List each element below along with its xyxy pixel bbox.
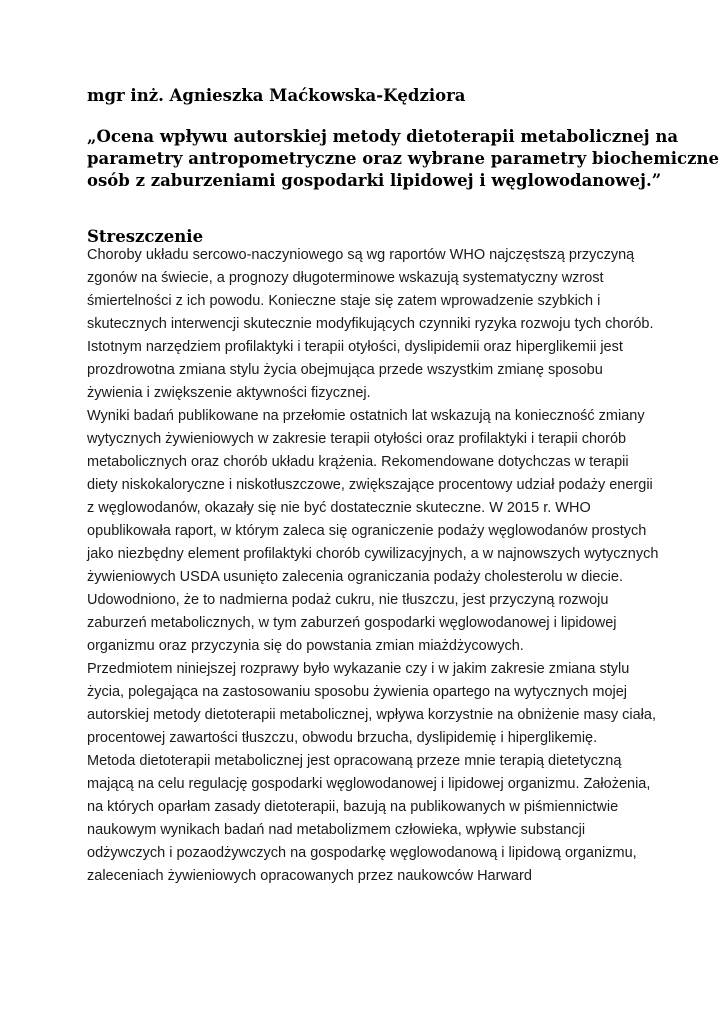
body-line: odżywczych i pozaodżywczych na gospodarkę węglowodanową i lipidową organizmu, (87, 845, 637, 861)
body-line: jako niezbędny element profilaktyki chorób cywilizacyjnych, a w najnowszych wytycznych (87, 546, 659, 562)
body-line: diety niskokaloryczne i niskotłuszczowe, zwiększające procentowy udział podaży energii (87, 477, 653, 493)
body-line: prozdrowotna zmiana stylu życia obejmująca przede wszystkim zmianę sposobu (87, 362, 603, 378)
body-line: na których oparłam zasady dietoterapii, bazują na publikowanych w piśmiennictwie (87, 799, 619, 815)
section-heading: Streszczenie (87, 227, 204, 246)
body-line: procentowej zawartości tłuszczu, obwodu brzucha, dyslipidemię i hiperglikemię. (87, 730, 598, 746)
body-line: życia, polegająca na zastosowaniu sposobu żywienia opartego na wytycznych mojej (87, 684, 628, 700)
body-line: mającą na celu regulację gospodarki węglowodanowej i lipidowej organizmu. Założenia, (87, 776, 651, 792)
title-line: osób z zaburzeniami gospodarki lipidowej i węglowodanowej.” (87, 171, 662, 190)
body-line: Przedmiotem niniejszej rozprawy było wykazanie czy i w jakim zakresie zmiana stylu (87, 661, 630, 677)
body-line: skutecznych interwencji skutecznie modyfikujących czynniki ryzyka rozwoju tych chorób. (87, 316, 654, 332)
body-line: żywienia i zwiększenie aktywności fizycznej. (87, 385, 371, 401)
body-line: Choroby układu sercowo-naczyniowego są wg raportów WHO najczęstszą przyczyną (87, 247, 635, 263)
body-line: zgonów na świecie, a prognozy długoterminowe wskazują systematyczny wzrost (87, 270, 604, 286)
body-line: zaburzeń metabolicznych, w tym zaburzeń gospodarki węglowodanowej i lipidowej (87, 615, 617, 631)
body-line: śmiertelności z ich powodu. Konieczne staje się zatem wprowadzenie szybkich i (87, 293, 601, 309)
body-line: Wyniki badań publikowane na przełomie ostatnich lat wskazują na konieczność zmiany (87, 408, 645, 424)
author-name: mgr inż. Agnieszka Maćkowska-Kędziora (87, 86, 466, 105)
body-line: żywieniowych USDA usunięto zalecenia ograniczania podaży cholesterolu w diecie. (87, 569, 623, 585)
body-line: metabolicznych oraz chorób układu krążenia. Rekomendowane dotychczas w terapii (87, 454, 629, 470)
title-line: „Ocena wpływu autorskiej metody dietoterapii metabolicznej na (87, 127, 679, 146)
body-line: organizmu oraz przyczynia się do powstania zmian miażdżycowych. (87, 638, 524, 654)
body-line: Metoda dietoterapii metabolicznej jest opracowaną przeze mnie terapią dietetyczną (87, 753, 622, 769)
body-line: Istotnym narzędziem profilaktyki i terapii otyłości, dyslipidemii oraz hiperglikemii jest (87, 339, 623, 355)
body-line: Udowodniono, że to nadmierna podaż cukru, nie tłuszczu, jest przyczyną rozwoju (87, 592, 609, 608)
body-line: z węglowodanów, okazały się nie być dostatecznie skuteczne. W 2015 r. WHO (87, 500, 591, 516)
title-line: parametry antropometryczne oraz wybrane parametry biochemiczne (87, 149, 719, 168)
body-line: zaleceniach żywieniowych opracowanych przez naukowców Harward (87, 868, 532, 884)
abstract-body (87, 244, 677, 888)
body-line: opublikowała raport, w którym zaleca się ograniczenie podaży węglowodanów prostych (87, 523, 647, 539)
body-line: wytycznych żywieniowych w zakresie terapii otyłości oraz profilaktyki i terapii chorób (87, 431, 627, 447)
body-line: autorskiej metody dietoterapii metabolicznej, wpływa korzystnie na obniżenie masy ciała, (87, 707, 656, 723)
body-line: naukowym wynikach badań nad metabolizmem człowieka, wpływie substancji (87, 822, 586, 838)
document-title (87, 126, 719, 192)
